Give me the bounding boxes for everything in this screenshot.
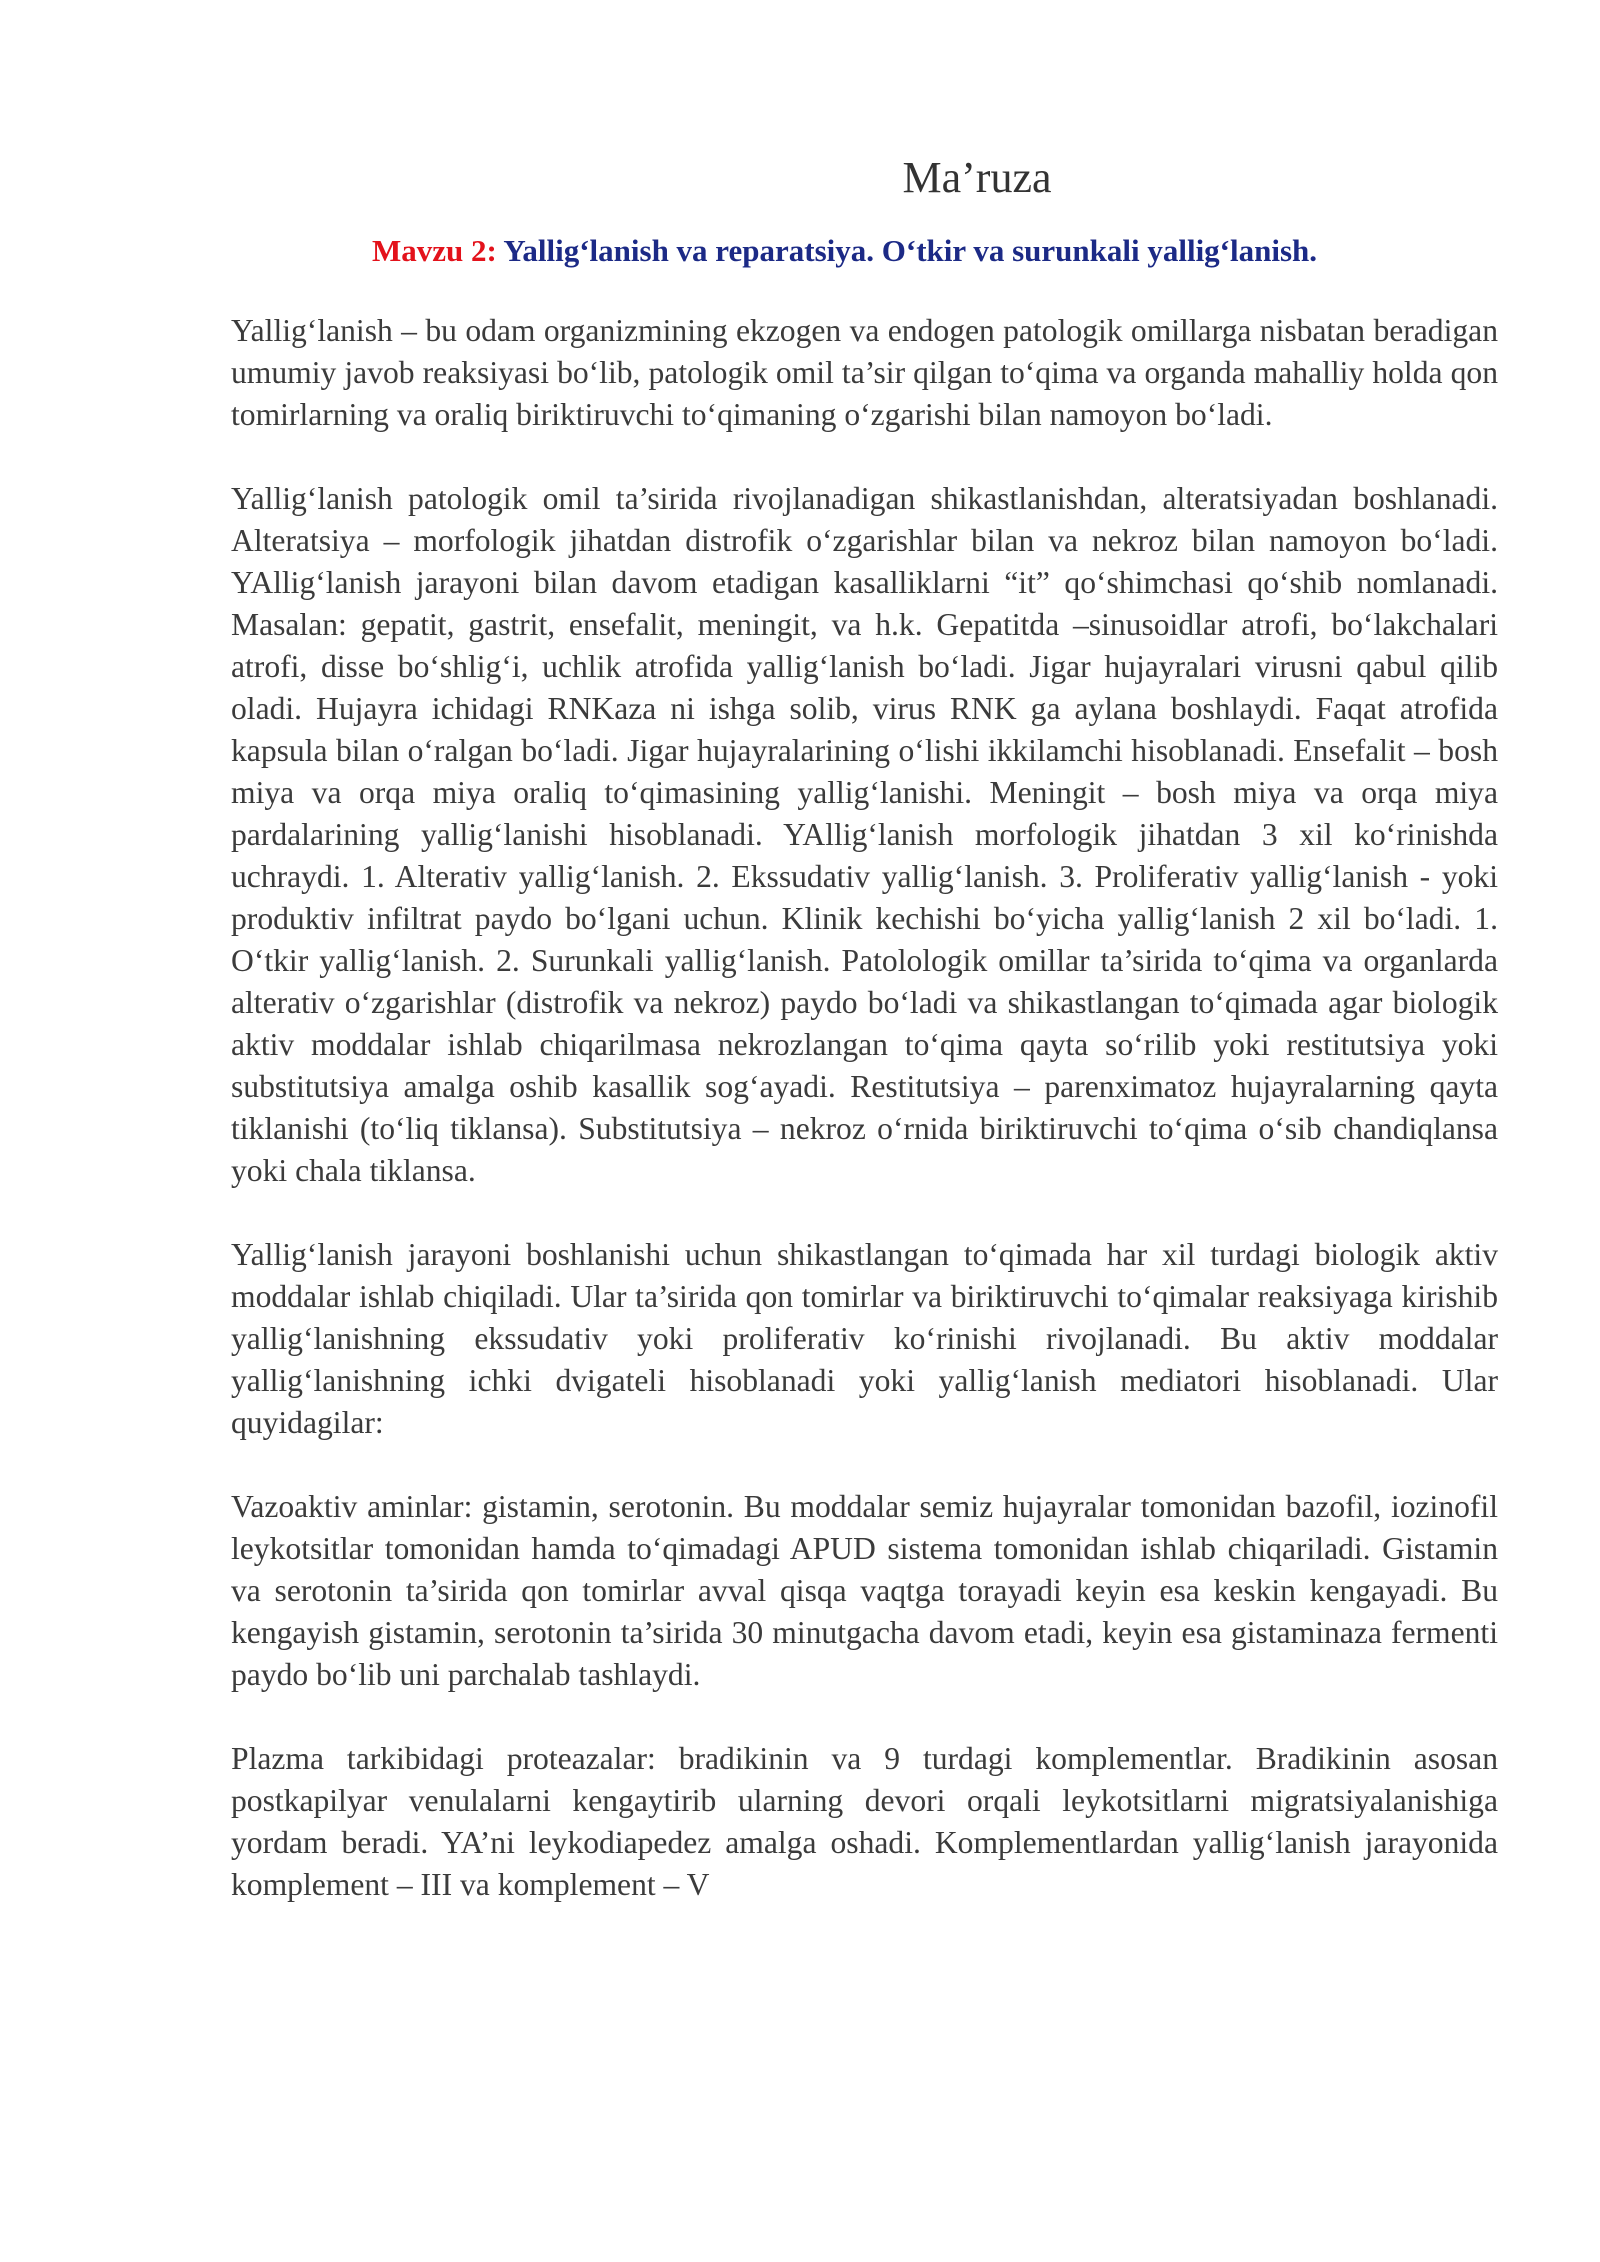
document-page — [231, 150, 1498, 1906]
topic-title: Yallig‘lanish va reparatsiya. O‘tkir va surunkali yallig‘lanish. — [503, 233, 1318, 268]
paragraph-plasma-proteases: Plazma tarkibidagi proteazalar: bradikinin va 9 turdagi komplementlar. Bradikinin asosan postkapilyar venulalarni kengaytirib ularning devori orqali leykotsitlarni migratsiyalanishiga yordam beradi. YA’ni leykodiapedez amalga oshadi. Komplementlardan yallig‘lanish jarayonida komplement – III va komplement – V — [231, 1741, 1498, 1902]
paragraph-vasoactive-amines: Vazoaktiv aminlar: gistamin, serotonin. Bu moddalar semiz hujayralar tomonidan bazofil, iozinofil leykotsitlar tomonidan hamda to‘qimadagi APUD sistema tomonidan ishlab chiqariladi. Gistamin va serotonin ta’sirida qon tomirlar avval qisqa vaqtga torayadi keyin esa keskin kengayadi. Bu kengayish gistamin, serotonin ta’sirida 30 minutgacha davom etadi, keyin esa gistaminaza fermenti paydo bo‘lib uni parchalab tashlaydi. — [231, 1489, 1498, 1692]
page-title: Ma’ruza — [902, 153, 1052, 202]
paragraph-alteration: Yallig‘lanish patologik omil ta’sirida rivojlanadigan shikastlanishdan, alteratsiyadan boshlanadi. Alteratsiya – morfologik jihatdan distrofik o‘zgarishlar bilan va nekroz bilan namoyon bo‘ladi. YAllig‘lanish jarayoni bilan davom etadigan kasalliklarni “it” qo‘shimchasi qo‘shib nomlanadi. Masalan: gepatit, gastrit, ensefalit, meningit, va h.k. Gepatitda –sinusoidlar atrofi, bo‘lakchalari atrofi, disse bo‘shlig‘i, uchlik atrofida yallig‘lanish bo‘ladi. Jigar hujayralari virusni qabul qilib oladi. Hujayra ichidagi RNKaza ni ishga solib, virus RNK ga aylana boshlaydi. Faqat atrofida kapsula bilan o‘ralgan bo‘ladi. Jigar hujayralarining o‘lishi ikkilamchi hisoblanadi. Ensefalit – bosh miya va orqa miya oraliq to‘qimasining yallig‘lanishi. Meningit – bosh miya va orqa miya pardalarining yallig‘lanishi hisoblanadi. YAllig‘lanish morfologik jihatdan 3 xil ko‘rinishda uchraydi. 1. Alterativ yallig‘lanish. 2. Ekssudativ yallig‘lanish. 3. Proliferativ yallig‘lanish - yoki produktiv infiltrat paydo bo‘lgani uchun. Klinik kechishi bo‘yicha yallig‘lanish 2 xil bo‘ladi. 1. O‘tkir yallig‘lanish. 2. Surunkali yallig‘lanish. Patolologik omillar ta’sirida to‘qima va organlarda alterativ o‘zgarishlar (distrofik va nekroz) paydo bo‘ladi va shikastlangan to‘qimada agar biologik aktiv moddalar ishlab chiqarilmasa nekrozlangan to‘qima qayta so‘rilib yoki restitutsiya yoki substitutsiya amalga oshib kasallik sog‘ayadi. Restitutsiya – parenximatoz hujayralarning qayta tiklanishi (to‘liq tiklansa). Substitutsiya – nekroz o‘rnida biriktiruvchi to‘qima o‘sib chandiqlansa yoki chala tiklansa. — [231, 481, 1498, 1188]
topic-label: Mavzu 2: — [371, 233, 497, 268]
paragraph-definition: Yallig‘lanish – bu odam organizmining ekzogen va endogen patologik omillarga nisbatan beradigan umumiy javob reaksiyasi bo‘lib, patologik omil ta’sir qilgan to‘qima va organda mahalliy holda qon tomirlarning va oraliq biriktiruvchi to‘qimaning o‘zgarishi bilan namoyon bo‘ladi. — [231, 313, 1498, 432]
paragraph-mediators-intro: Yallig‘lanish jarayoni boshlanishi uchun shikastlangan to‘qimada har xil turdagi biologik aktiv moddalar ishlab chiqiladi. Ular ta’sirida qon tomirlar va biriktiruvchi to‘qimalar reaksiyaga kirishib yallig‘lanishning ekssudativ yoki proliferativ ko‘rinishi rivojlanadi. Bu aktiv moddalar yallig‘lanishning ichki dvigateli hisoblanadi yoki yallig‘lanish mediatori hisoblanadi. Ular quyidagilar: — [231, 1237, 1498, 1440]
topic-heading — [191, 230, 1498, 272]
